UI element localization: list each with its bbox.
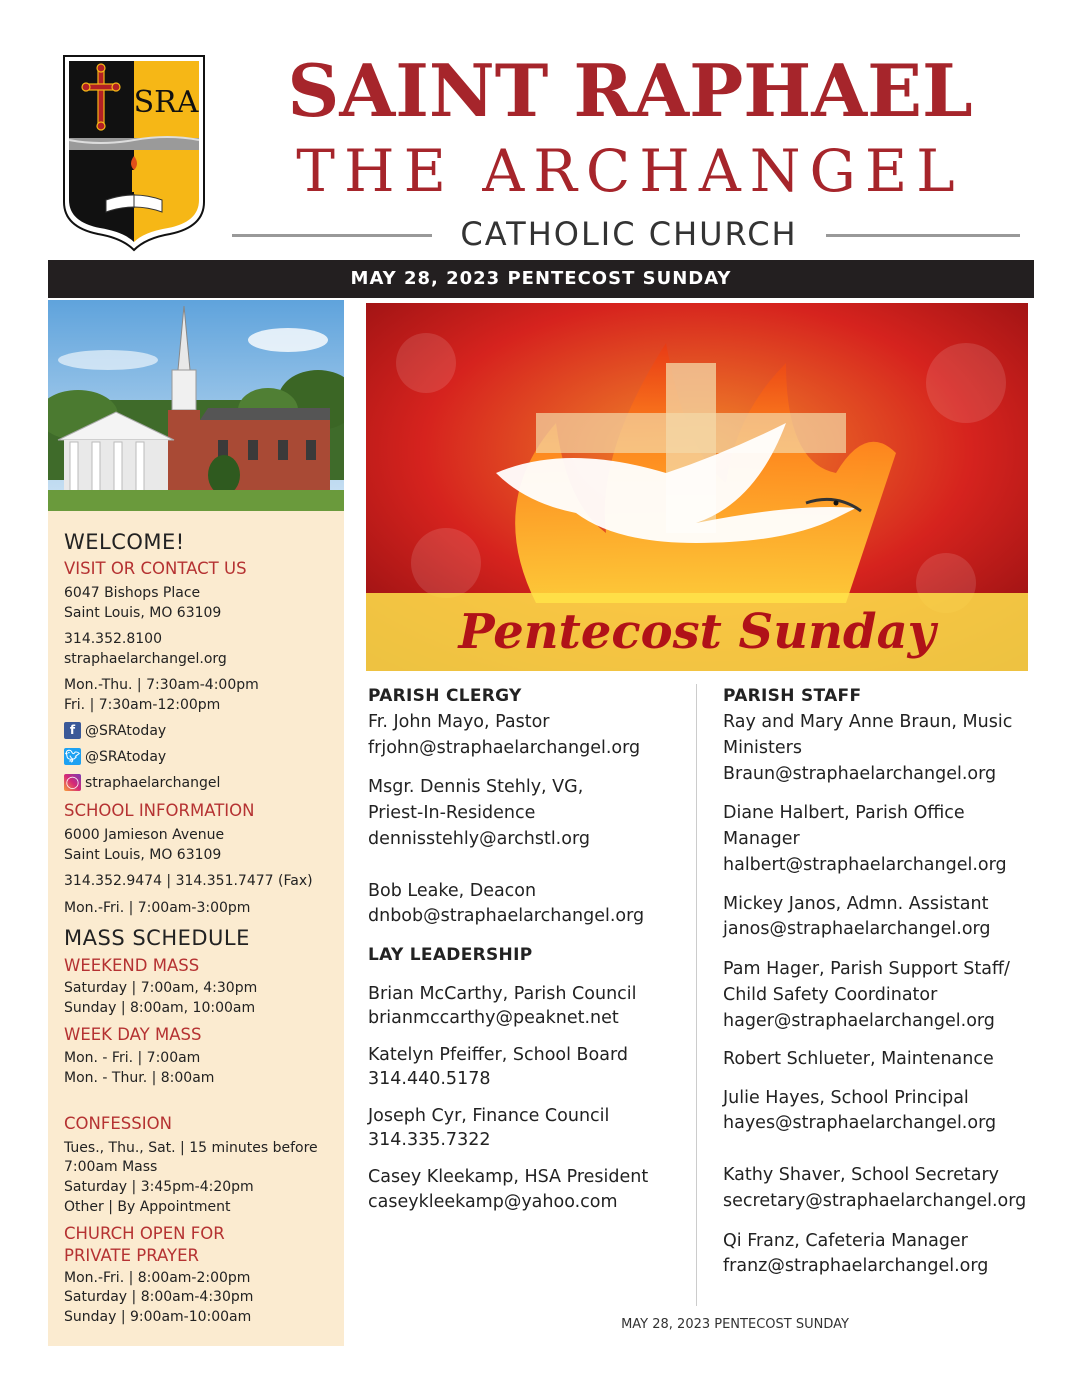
lay-leader-name: Katelyn Pfeiffer, School Board (368, 1045, 628, 1065)
page-footer: MAY 28, 2023 PENTECOST SUNDAY (621, 1317, 849, 1332)
instagram-link[interactable] (64, 774, 220, 791)
clergy-email[interactable]: dennisstehly@archstl.org (368, 829, 590, 849)
staff-name: Robert Schlueter, Maintenance (723, 1049, 994, 1069)
church-subtitle: CATHOLIC CHURCH (460, 215, 798, 253)
office-hours: Mon.-Thu. | 7:30am-4:00pm (64, 677, 259, 693)
staff-name: Pam Hager, Parish Support Staff/ (723, 959, 1010, 979)
staff-role: Child Safety Coordinator (723, 985, 938, 1005)
staff-role: Ministers (723, 738, 802, 758)
mass-schedule-heading: MASS SCHEDULE (64, 926, 250, 950)
clergy-name: Msgr. Dennis Stehly, VG, (368, 777, 584, 797)
lay-leader-name: Casey Kleekamp, HSA President (368, 1167, 649, 1187)
school-hours: Mon.-Fri. | 7:00am-3:00pm (64, 900, 251, 916)
lay-leader-name: Brian McCarthy, Parish Council (368, 984, 637, 1004)
column-divider (696, 684, 697, 1306)
church-name-line1: SAINT RAPHAEL (287, 48, 973, 133)
welcome-heading: WELCOME! (64, 530, 185, 554)
weekend-mass-heading: WEEKEND MASS (64, 956, 200, 975)
staff-name: Kathy Shaver, School Secretary (723, 1165, 1000, 1185)
staff-email[interactable]: Braun@straphaelarchangel.org (723, 764, 997, 784)
website-link[interactable]: straphaelarchangel.org (64, 651, 227, 667)
church-name-line2: THE ARCHANGEL (296, 137, 964, 205)
hero-caption: Pentecost Sunday (458, 604, 936, 660)
staff-name: Ray and Mary Anne Braun, Music (723, 712, 1013, 732)
staff-email[interactable]: hayes@straphaelarchangel.org (723, 1113, 997, 1133)
staff-email[interactable]: hager@straphaelarchangel.org (723, 1011, 995, 1031)
confession-heading: CONFESSION (64, 1114, 172, 1133)
facebook-handle: @SRAtoday (85, 722, 167, 739)
confession-time: Saturday | 3:45pm-4:20pm (64, 1179, 254, 1195)
confession-time: 7:00am Mass (64, 1159, 158, 1175)
church-building-photo (48, 300, 344, 511)
school-address: 6000 Jamieson Avenue (64, 827, 225, 843)
subtitle-rule-left (232, 234, 432, 237)
school-address: Saint Louis, MO 63109 (64, 847, 222, 863)
lay-leadership-heading: LAY LEADERSHIP (368, 945, 533, 965)
clergy-role: Priest-In-Residence (368, 803, 536, 823)
private-prayer-heading: CHURCH OPEN FOR (64, 1224, 225, 1243)
weekday-mass-time: Mon. - Thur. | 8:00am (64, 1070, 215, 1086)
date-banner: MAY 28, 2023 PENTECOST SUNDAY (48, 260, 1034, 298)
staff-role: Manager (723, 829, 800, 849)
visit-heading: VISIT OR CONTACT US (64, 559, 247, 578)
pentecost-hero-image (366, 303, 1028, 671)
lay-leader-name: Joseph Cyr, Finance Council (368, 1106, 610, 1126)
instagram-icon: ◯ (65, 775, 80, 789)
weekend-mass-time: Sunday | 8:00am, 10:00am (64, 1000, 256, 1016)
shield-monogram: SRA (133, 85, 199, 120)
lay-leader-contact: 314.440.5178 (368, 1069, 491, 1089)
school-heading: SCHOOL INFORMATION (64, 801, 255, 820)
clergy-name: Fr. John Mayo, Pastor (368, 712, 550, 732)
weekend-mass-time: Saturday | 7:00am, 4:30pm (64, 980, 258, 996)
clergy-email[interactable]: frjohn@straphaelarchangel.org (368, 738, 641, 758)
lay-leader-contact: 314.335.7322 (368, 1130, 491, 1150)
staff-email[interactable]: janos@straphaelarchangel.org (723, 919, 991, 939)
school-phone: 314.352.9474 | 314.351.7477 (Fax) (64, 873, 313, 889)
twitter-handle: @SRAtoday (85, 748, 167, 765)
parish-staff-heading: PARISH STAFF (723, 686, 862, 706)
confession-time: Tues., Thu., Sat. | 15 minutes before (64, 1140, 318, 1156)
staff-name: Diane Halbert, Parish Office (723, 803, 965, 823)
staff-email[interactable]: franz@straphaelarchangel.org (723, 1256, 989, 1276)
clergy-name: Bob Leake, Deacon (368, 881, 537, 901)
subtitle-rule-right (826, 234, 1020, 237)
address-line: Saint Louis, MO 63109 (64, 605, 222, 621)
office-hours: Fri. | 7:30am-12:00pm (64, 697, 221, 713)
address-line: 6047 Bishops Place (64, 585, 201, 601)
staff-name: Julie Hayes, School Principal (723, 1088, 969, 1108)
prayer-time: Saturday | 8:00am-4:30pm (64, 1289, 254, 1305)
twitter-link[interactable] (64, 748, 166, 765)
lay-leader-contact[interactable]: brianmccarthy@peaknet.net (368, 1008, 619, 1028)
staff-name: Mickey Janos, Admn. Assistant (723, 894, 989, 914)
staff-email[interactable]: halbert@straphaelarchangel.org (723, 855, 1007, 875)
instagram-handle: straphaelarchangel (85, 774, 221, 791)
info-sidebar (48, 511, 344, 1346)
phone-number: 314.352.8100 (64, 631, 162, 647)
staff-email[interactable]: secretary@straphaelarchangel.org (723, 1191, 1027, 1211)
twitter-icon: 🐦︎ (64, 749, 81, 763)
confession-time: Other | By Appointment (64, 1199, 231, 1215)
facebook-icon: f (64, 722, 81, 739)
weekday-mass-heading: WEEK DAY MASS (64, 1025, 202, 1044)
parish-shield-logo (60, 52, 208, 252)
parish-clergy-heading: PARISH CLERGY (368, 686, 522, 706)
weekday-mass-time: Mon. - Fri. | 7:00am (64, 1050, 201, 1066)
facebook-link[interactable] (64, 722, 166, 739)
clergy-email[interactable]: dnbob@straphaelarchangel.org (368, 906, 645, 926)
staff-name: Qi Franz, Cafeteria Manager (723, 1231, 968, 1251)
prayer-time: Sunday | 9:00am-10:00am (64, 1309, 252, 1325)
lay-leader-contact[interactable]: caseykleekamp@yahoo.com (368, 1192, 618, 1212)
private-prayer-heading: PRIVATE PRAYER (64, 1246, 199, 1265)
prayer-time: Mon.-Fri. | 8:00am-2:00pm (64, 1270, 251, 1286)
